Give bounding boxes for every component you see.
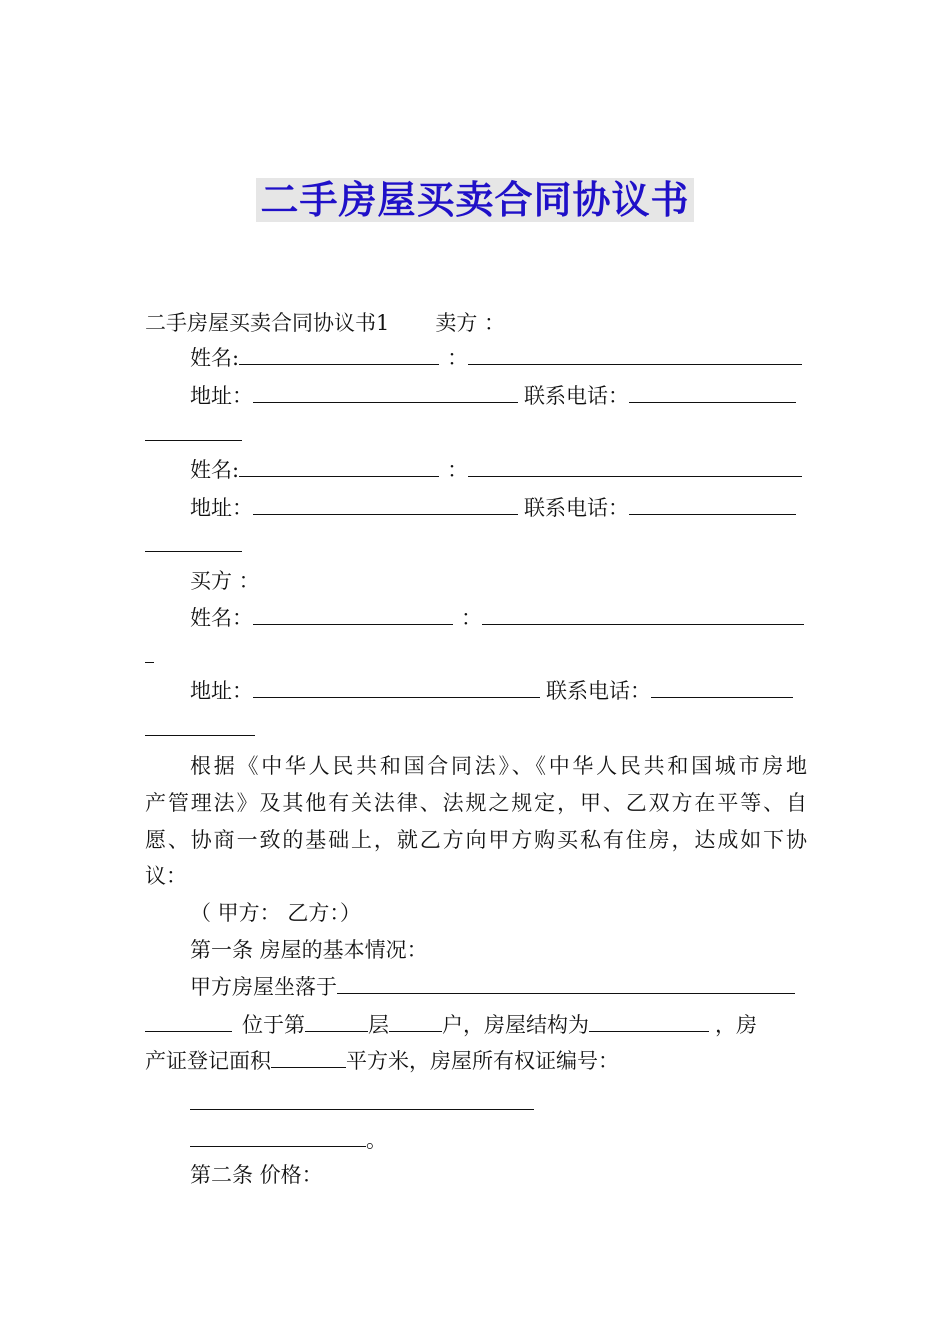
blank-field[interactable]	[145, 1011, 232, 1032]
a1-area-line	[145, 1047, 619, 1075]
name-label: 姓名:	[190, 458, 240, 482]
colon: ：	[461, 606, 482, 630]
address-label: 地址：	[190, 496, 253, 520]
a1-comma: ，房	[715, 1013, 757, 1037]
blank-field[interactable]	[190, 1126, 366, 1147]
blank-field[interactable]	[629, 494, 796, 515]
para1-line3: 愿、协商一致的基础上，就乙方向甲方购买私有住房，达成如下协	[145, 828, 807, 852]
seller1-phone-cont	[145, 420, 242, 448]
seller2-phone-cont	[145, 531, 242, 559]
address-label: 地址：	[190, 384, 253, 408]
buyer-address-line	[190, 677, 793, 705]
a1-location-label: 甲方房屋坐落于	[190, 975, 337, 999]
heading-text: 二手房屋买卖合同协议书1	[145, 311, 390, 335]
blank-field[interactable]	[253, 677, 540, 698]
blank-field[interactable]	[305, 1011, 368, 1032]
parties-line: （ 甲方： 乙方：）	[190, 901, 361, 925]
phone-label: 联系电话：	[524, 384, 629, 408]
blank-field[interactable]	[145, 642, 154, 663]
seller-label: 卖方 ：	[435, 311, 506, 335]
para1-line2: 产管理法》及其他有关法律、法规之规定，甲、乙双方在平等、自	[145, 791, 807, 815]
para1-line4: 议：	[145, 864, 187, 888]
para1-line1: 根据《中华人民共和国合同法》、《中华人民共和国城市房地	[190, 754, 807, 778]
seller1-address-line	[190, 382, 796, 410]
blank-field[interactable]	[190, 1089, 534, 1110]
blank-field[interactable]	[482, 604, 804, 625]
a1-pos-label: 位于第	[242, 1013, 305, 1037]
blank-field[interactable]	[145, 420, 242, 441]
seller1-name-line	[190, 344, 802, 372]
a1-floor-label: 层	[368, 1013, 389, 1037]
document-title: 二手房屋买卖合同协议书	[256, 178, 693, 222]
blank-field[interactable]	[389, 1011, 442, 1032]
blank-field[interactable]	[271, 1047, 346, 1068]
a1-sqm-label: 平方米，房屋所有权证编号：	[346, 1049, 619, 1073]
article1-heading: 第一条 房屋的基本情况：	[190, 938, 428, 962]
name-label: 姓名:	[190, 346, 240, 370]
blank-field[interactable]	[145, 531, 242, 552]
blank-field[interactable]	[589, 1011, 709, 1032]
buyer-phone-cont	[145, 715, 255, 743]
buyer-label: 买方 ：	[190, 569, 260, 593]
a1-cert-line2	[190, 1126, 387, 1154]
phone-label: 联系电话：	[524, 496, 629, 520]
a1-location-line	[190, 973, 795, 1001]
a1-end: 。	[366, 1128, 387, 1152]
a1-area-label: 产证登记面积	[145, 1049, 271, 1073]
title-wrap	[0, 178, 950, 222]
blank-field[interactable]	[468, 344, 802, 365]
blank-field[interactable]	[253, 494, 518, 515]
a1-unit-label: 户，房屋结构为	[442, 1013, 589, 1037]
name-label: 姓名：	[190, 606, 253, 630]
blank-field[interactable]	[468, 456, 802, 477]
blank-field[interactable]	[651, 677, 793, 698]
address-label: 地址：	[190, 679, 253, 703]
colon: ：	[447, 346, 469, 370]
seller2-name-line	[190, 456, 802, 484]
a1-floor-line	[145, 1011, 757, 1039]
blank-field[interactable]	[629, 382, 796, 403]
seller2-address-line	[190, 494, 796, 522]
article2-heading: 第二条 价格：	[190, 1163, 323, 1187]
buyer-name-line	[190, 604, 804, 632]
blank-field[interactable]	[337, 973, 795, 994]
blank-field[interactable]	[253, 604, 453, 625]
colon: ：	[447, 458, 469, 482]
blank-field[interactable]	[239, 344, 439, 365]
a1-cert-line1	[190, 1089, 534, 1117]
blank-field[interactable]	[145, 715, 255, 736]
blank-field[interactable]	[239, 456, 439, 477]
buyer-line	[190, 567, 260, 595]
heading-line	[145, 309, 505, 337]
blank-field[interactable]	[253, 382, 518, 403]
buyer-name-cont	[145, 642, 154, 670]
phone-label: 联系电话：	[546, 679, 651, 703]
